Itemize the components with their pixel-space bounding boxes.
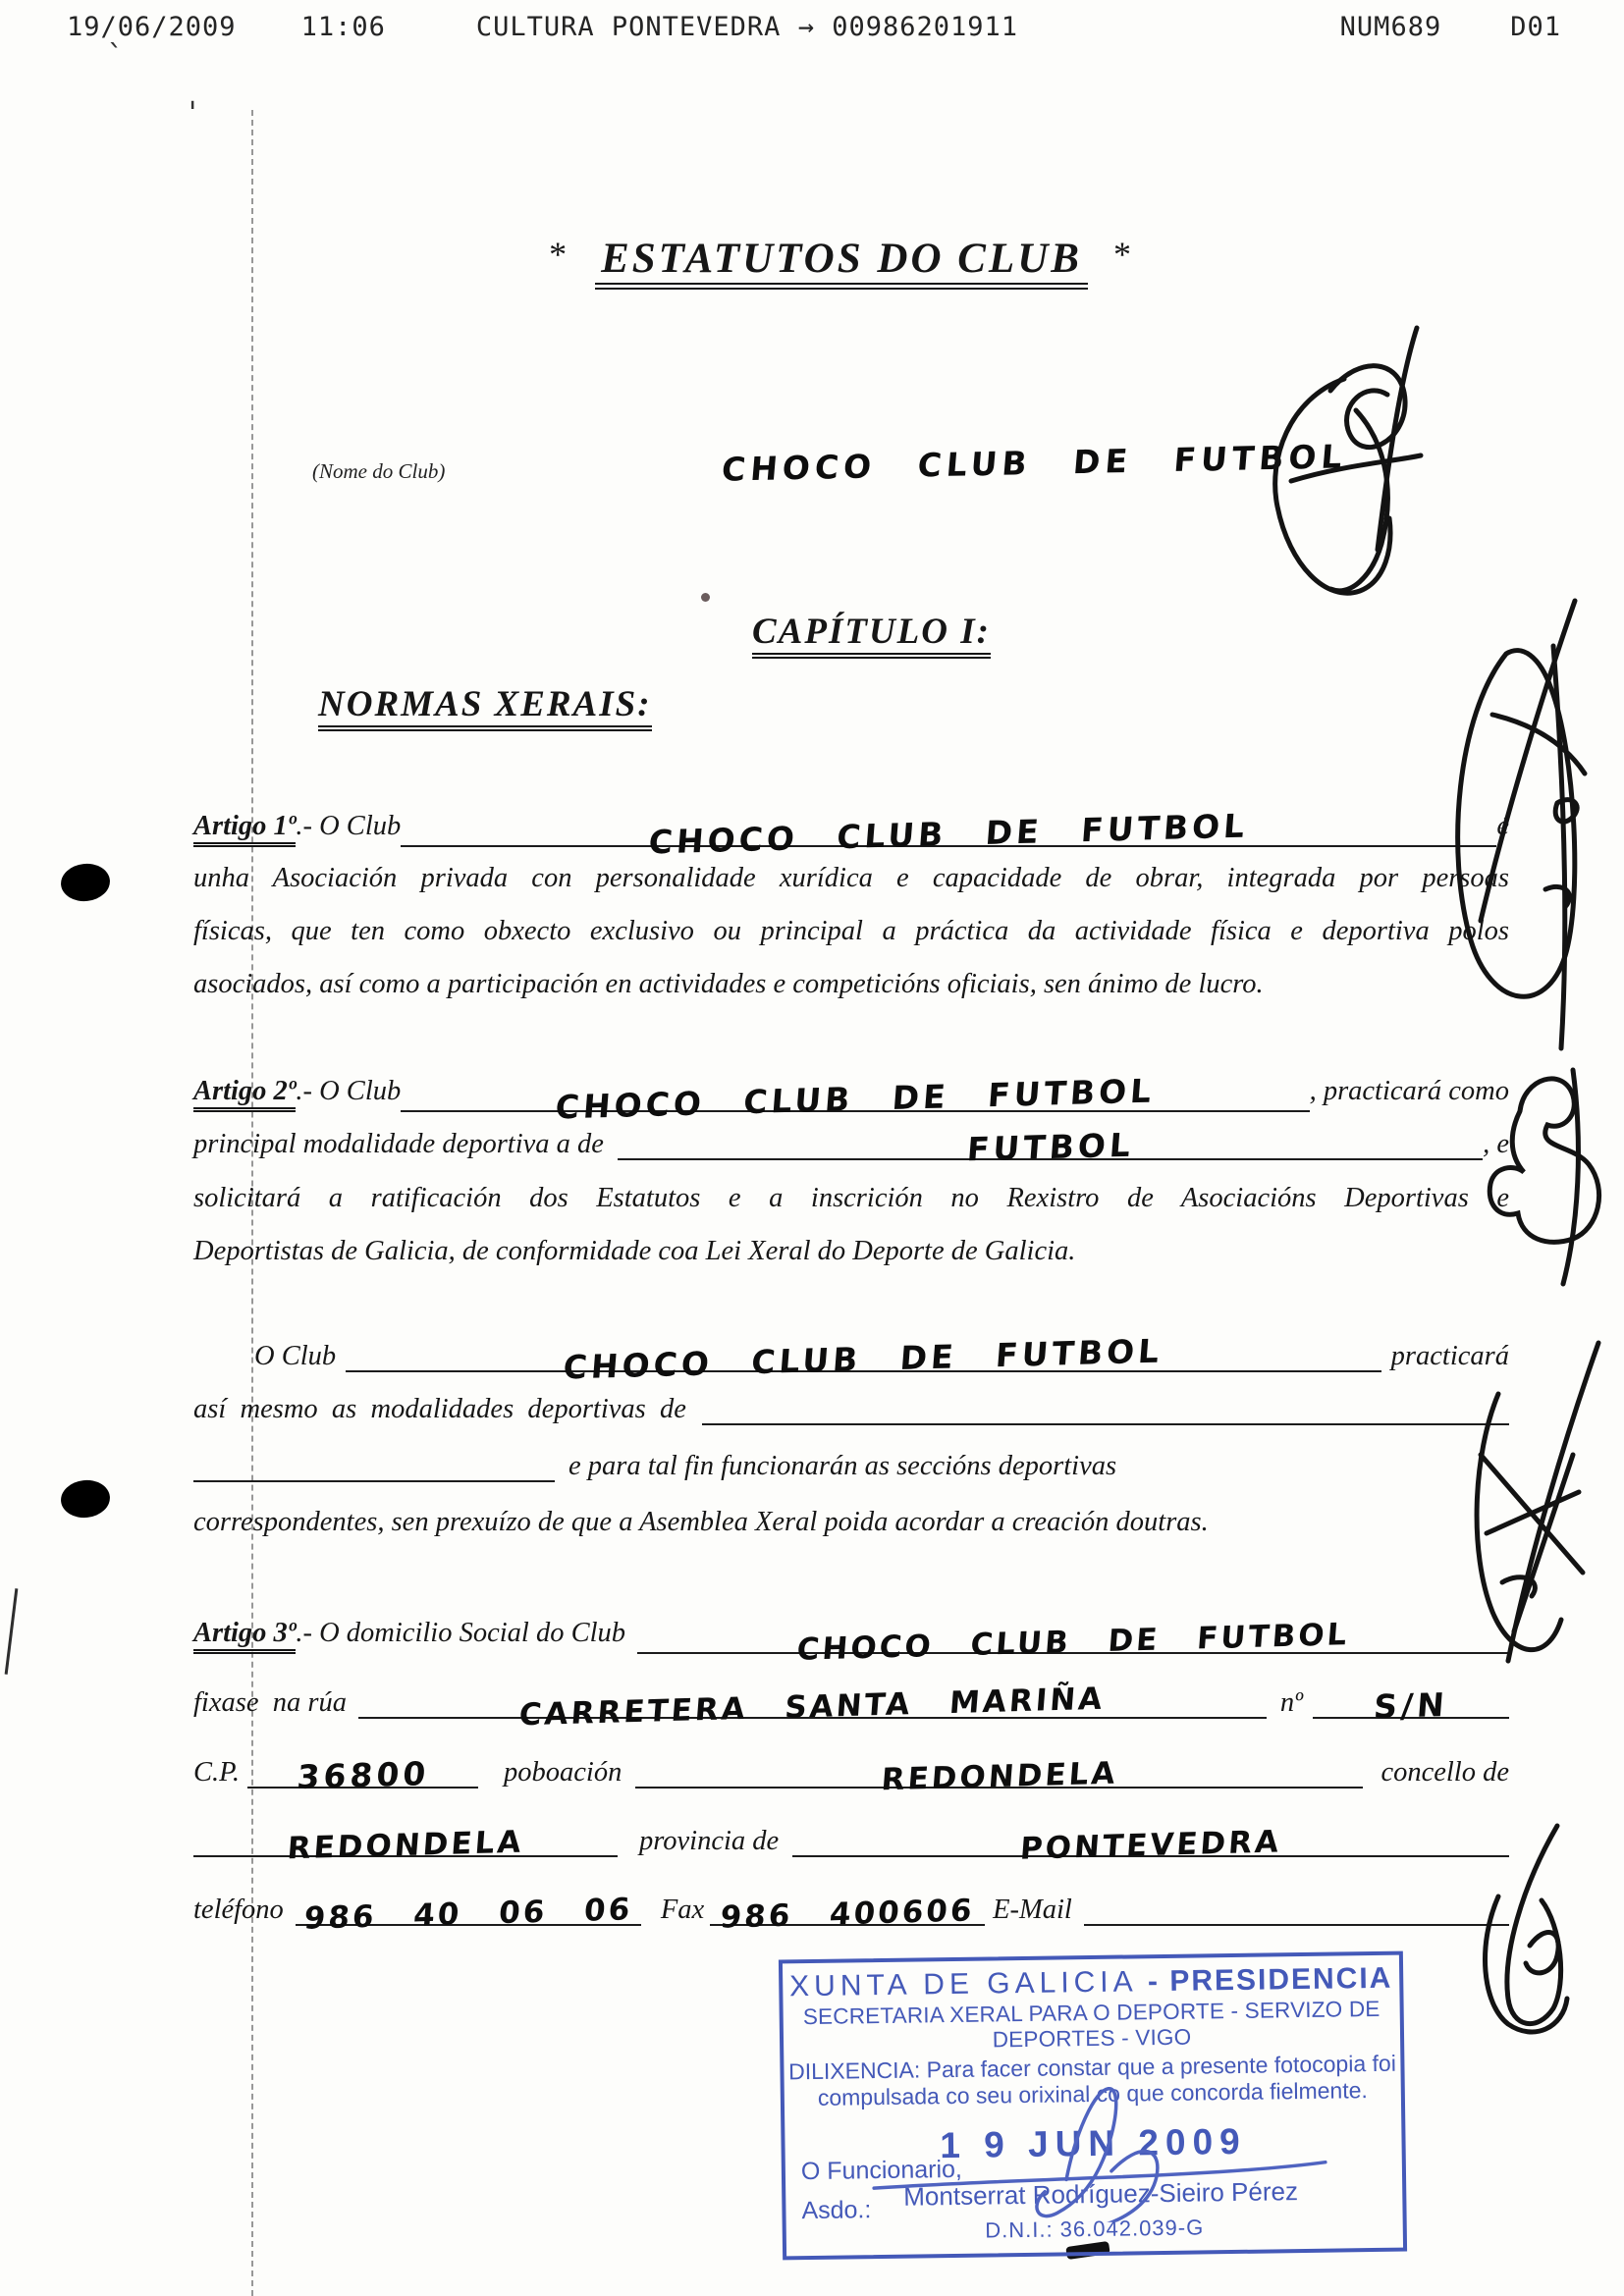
stray-mark: `	[108, 39, 123, 74]
artigo3-cp-label: C.P.	[193, 1757, 240, 1788]
oclub-empty-blank2	[193, 1451, 555, 1482]
artigo3-fax-blank	[710, 1893, 985, 1936]
artigo1-club-blank	[401, 806, 1496, 862]
handwritten-club-name: CHOCO CLUB DE FUTBOL	[720, 437, 1349, 489]
handwritten-street-number: S/N	[1372, 1684, 1450, 1727]
artigo1-line2: unha Asociación privada con personalidade xurídica e capacidade de obrar, integrada por persoas	[193, 863, 1509, 893]
fax-time: 11:06	[300, 12, 386, 42]
artigo2-tail2: , e	[1483, 1129, 1509, 1159]
oclub-line1	[193, 1331, 1509, 1387]
oclub-tail: practicará	[1390, 1341, 1509, 1371]
stamp-official-name: Montserrat Rodríguez-Sieiro Pérez	[903, 2176, 1299, 2212]
handwritten-sport: FUTBOL	[964, 1125, 1136, 1169]
artigo1-number: Artigo 1º	[193, 811, 296, 847]
artigo3-street-label: fixase na rúa	[193, 1687, 347, 1718]
artigo3-line5	[193, 1892, 1509, 1937]
stamp-dni: D.N.I.: 36.042.039-G	[985, 2215, 1205, 2243]
stray-dot	[701, 593, 710, 602]
stray-edge-stroke	[5, 1588, 19, 1675]
signature-scribble-oclub	[1453, 1335, 1615, 1679]
handwritten-street: CARRETERA SANTA MARIÑA	[517, 1681, 1107, 1734]
signature-scribble-top-right	[1262, 316, 1473, 611]
handwritten-club-name: CHOCO CLUB DE FUTBOL	[554, 1071, 1157, 1127]
chapter-heading-text: CAPÍTULO I:	[752, 612, 991, 659]
fax-header	[67, 12, 1561, 42]
xunta-certification-stamp	[779, 1951, 1407, 2261]
fax-num: NUM689	[1339, 12, 1442, 42]
artigo3-email-label: E-Mail	[993, 1895, 1072, 1925]
oclub-line3	[193, 1451, 1509, 1482]
nome-do-club-label: (Nome do Club)	[312, 459, 446, 483]
signature-scribble-artigo1	[1435, 595, 1622, 1061]
artigo3-line3	[193, 1754, 1509, 1798]
stamp-org-suffix: - PRESIDENCIA	[1137, 1961, 1393, 1999]
artigo2-line4: Deportistas de Galicia, de conformidade coa Lei Xeral do Deporte de Galicia.	[193, 1236, 1076, 1266]
artigo3-number-label: nº	[1279, 1687, 1303, 1718]
artigo1-intro: .- O Club	[296, 811, 402, 841]
fax-route: CULTURA PONTEVEDRA → 00986201911	[475, 12, 1019, 42]
artigo1-tail: é	[1496, 811, 1509, 841]
section-heading-text: NORMAS XERAIS:	[318, 684, 652, 731]
artigo3-provincia-label: provincia de	[639, 1826, 780, 1856]
artigo2-line1	[193, 1071, 1509, 1127]
stamp-org: XUNTA DE GALICIA	[788, 1965, 1138, 2003]
stamp-date: 1 9 JUN 2009	[940, 2120, 1247, 2166]
artigo1-line3: físicas, que ten como obxecto exclusivo ou principal a práctica da actividade física e deportiva polos	[193, 916, 1509, 946]
section-heading	[318, 683, 652, 725]
punch-hole-dot	[59, 1477, 112, 1520]
artigo3-email-blank	[1084, 1895, 1509, 1926]
artigo2-line2-label: principal modalidade deportiva a de	[193, 1129, 604, 1159]
handwritten-club-name: CHOCO CLUB DE FUTBOL	[795, 1617, 1351, 1668]
handwritten-telefono: 986 40 06 06	[302, 1892, 634, 1937]
stamp-line3: DILIXENCIA: Para facer constar que a presente fotocopia foi	[787, 2050, 1396, 2085]
stamp-official-label: O Funcionario,	[800, 2155, 963, 2186]
artigo3-fax-label: Fax	[660, 1895, 705, 1925]
artigo3-line4	[193, 1824, 1509, 1867]
artigo2-tail1: , practicará como	[1309, 1076, 1509, 1106]
artigo3-concello-blank	[193, 1824, 618, 1867]
handwritten-cp: 36800	[295, 1754, 431, 1796]
oclub-intro: O Club	[254, 1341, 337, 1371]
punch-hole-dot	[59, 861, 112, 903]
artigo3-club-blank	[637, 1617, 1509, 1668]
chapter-heading	[752, 611, 991, 653]
artigo3-poboacion-blank	[635, 1755, 1363, 1798]
artigo1-line4: asociados, así como a participación en actividades e competicións oficiais, sen ánimo de lucro.	[193, 969, 1264, 999]
artigo3-number: Artigo 3º	[193, 1618, 296, 1654]
artigo3-line2	[193, 1681, 1509, 1734]
oclub-empty-blank	[702, 1394, 1509, 1425]
document-title	[0, 234, 1624, 283]
artigo2-club-blank	[401, 1071, 1309, 1127]
stamp-line4: compulsada co seu orixinal co que concorda fielmente.	[817, 2077, 1368, 2110]
oclub-line4: correspondentes, sen prexuízo de que a Asemblea Xeral poida acordar a creación doutras.	[193, 1507, 1209, 1537]
artigo3-line1	[193, 1617, 1509, 1668]
artigo2-line3: solicitará a ratificación dos Estatutos e a inscrición no Rexistro de Asociacións Deportivas e	[193, 1183, 1509, 1213]
artigo3-poboacion-label: poboación	[504, 1757, 623, 1788]
handwritten-fax: 986 400606	[719, 1893, 976, 1936]
signature-scribble-bottom-right	[1463, 1806, 1596, 2047]
handwritten-concello: REDONDELA	[286, 1824, 525, 1867]
stamp-signature-scribble	[863, 2072, 1336, 2226]
artigo3-cp-blank	[247, 1754, 478, 1796]
handwritten-club-name: CHOCO CLUB DE FUTBOL	[647, 806, 1251, 862]
fax-page: D01	[1510, 12, 1561, 42]
oclub-line3-label: e para tal fin funcionarán as seccións deportivas	[568, 1451, 1117, 1481]
artigo3-telefono-blank	[296, 1892, 641, 1937]
oclub-club-blank	[346, 1331, 1381, 1387]
artigo3-street-number-blank	[1313, 1684, 1509, 1727]
artigo2-number: Artigo 2º	[193, 1076, 296, 1112]
artigo3-intro: .- O domicilio Social do Club	[296, 1618, 625, 1648]
artigo2-line2	[193, 1125, 1509, 1169]
title-asterisk-left: *	[549, 235, 570, 274]
stray-mark: '	[189, 96, 197, 131]
stamp-line2: SECRETARIA XERAL PARA O DEPORTE - SERVIZO DE DEPORTES - VIGO	[802, 1996, 1380, 2053]
title-text: ESTATUTOS DO CLUB	[595, 236, 1088, 290]
artigo2-sport-blank	[618, 1125, 1483, 1169]
title-asterisk-right: *	[1112, 235, 1134, 274]
oclub-line2	[193, 1394, 1509, 1425]
artigo2-intro: .- O Club	[296, 1076, 402, 1106]
handwritten-club-name: CHOCO CLUB DE FUTBOL	[562, 1331, 1165, 1387]
signature-scribble-artigo2	[1479, 1056, 1616, 1292]
artigo3-concello-label: concello de	[1380, 1757, 1509, 1788]
fax-date: 19/06/2009	[67, 12, 237, 42]
artigo3-provincia-blank	[792, 1824, 1509, 1867]
handwritten-provincia: PONTEVEDRA	[1018, 1824, 1283, 1867]
oclub-line2-label: así mesmo as modalidades deportivas de	[193, 1394, 686, 1424]
artigo3-street-blank	[358, 1681, 1267, 1734]
artigo1-line1	[193, 806, 1509, 862]
artigo3-telefono-label: teléfono	[193, 1895, 284, 1925]
stamp-asdo-label: Asdo.:	[801, 2196, 872, 2225]
handwritten-poboacion: REDONDELA	[880, 1755, 1119, 1798]
